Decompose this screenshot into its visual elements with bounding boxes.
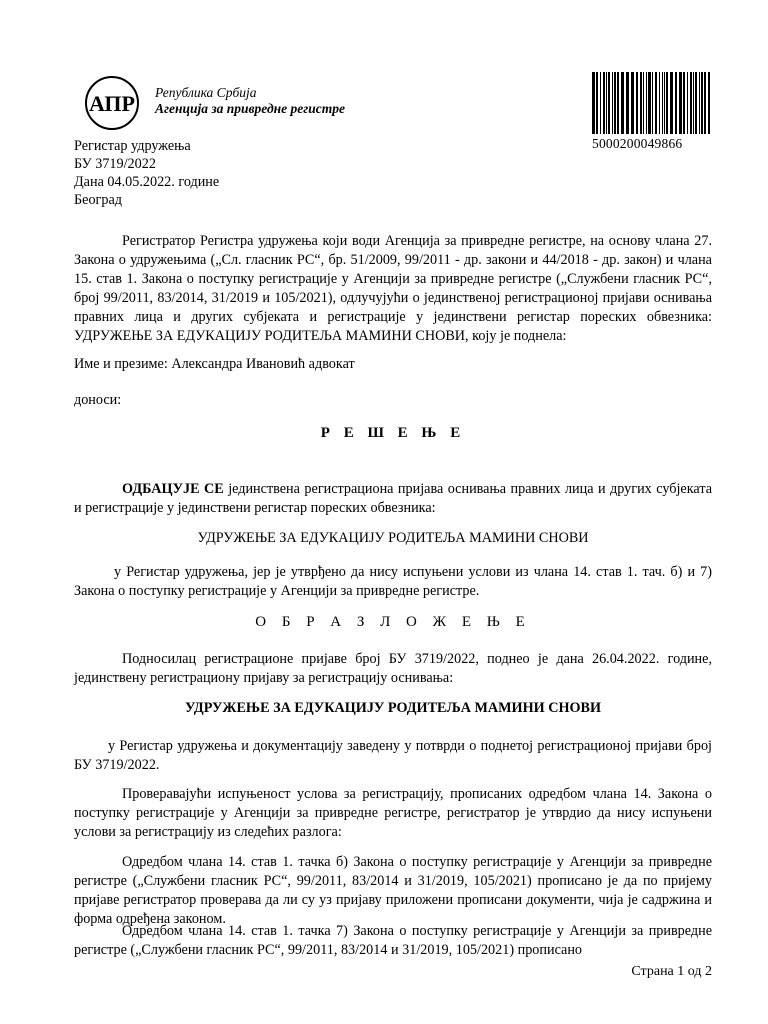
logo-country: Република Србија xyxy=(155,85,257,100)
decision-org-name: УДРУЖЕЊЕ ЗА ЕДУКАЦИЈУ РОДИТЕЉА МАМИНИ СНОВИ xyxy=(197,530,589,546)
barcode-icon xyxy=(592,72,710,134)
document-date: Дана 04.05.2022. године xyxy=(74,174,220,190)
explanation-p3: Проверавајући испуњеност услова за регистрацију, прописаних одредбом члана 14. Закона о поступку регистрације у Агенцији за привредне регистре, регистратор је утврдио да нису испуњени услови за регистрацију из следећих разлога: xyxy=(74,786,712,840)
issues-line: доноси: xyxy=(74,392,122,408)
logo-agency-name: Агенција за привредне регистре xyxy=(155,101,345,116)
decision-title: Р Е Ш Е Њ Е xyxy=(320,425,466,441)
document-city: Београд xyxy=(74,192,122,208)
barcode-number: 5000200049866 xyxy=(592,136,683,151)
decision-reason: у Регистар удружења, јер је утврђено да нису испуњени услови из члана 14. став 1. тач. б) и 7) Закона о поступку регистрације у Агенцији за привредне регистре. xyxy=(74,564,712,599)
applicant-line: Име и презиме: Александра Ивановић адвокат xyxy=(74,356,355,372)
explanation-p5: Одредбом члана 14. став 1. тачка 7) Закона о поступку регистрације у Агенцији за привредне регистре („Службени гласник РС“, 99/2011, 83/2014 и 31/2019, 105/2021) прописано xyxy=(74,923,712,958)
explanation-p1: Подносилац регистрационе пријаве број БУ 3719/2022, поднео је дана 26.04.2022. године, јединствену регистрациону пријаву за регистрацију оснивања: xyxy=(74,651,712,686)
document-meta xyxy=(74,137,219,209)
intro-paragraph: Регистратор Регистра удружења који води Агенција за привредне регистре, на основу члана 27. Закона о удружењима („Сл. гласник РС“, бр. 51/2009, 99/2011 - др. закони и 44/2018 - др. закон) и члана 15. став 1. Закона о поступку регистрације у Агенцији за привредне регистре („Службени гласник РС“, број 99/2011, 83/2014, 31/2019 и 105/2021), одлучујући о јединственој регистрационој пријави оснивања правних лица и других субјеката и регистрације у јединствени регистар пореских обвезника: УДРУЖЕЊЕ ЗА ЕДУКАЦИЈУ РОДИТЕЉА МАМИНИ СНОВИ, коју је поднела: xyxy=(74,233,712,344)
page-number: Страна 1 од 2 xyxy=(631,964,712,979)
decision-lead xyxy=(74,480,712,518)
decision-lead-rest: јединствена регистрациона пријава оснивања правних лица и других субјеката и регистрације у јединствени регистар пореских обвезника: xyxy=(74,481,712,516)
agency-logo xyxy=(75,73,350,133)
apr-emblem-icon xyxy=(84,75,140,131)
explanation-title: О Б Р А З Л О Ж Е Њ Е xyxy=(255,614,531,630)
explanation-p4: Одредбом члана 14. став 1. тачка б) Закона о поступку регистрације у Агенцији за привредне регистре („Службени гласник РС“, 99/2011, 83/2014 и 31/2019, 105/2021) прописано је да по пријему пријаве регистратор проверава да ли су уз пријаву приложени прописани документи, чија је садржина и форма одређена законом. xyxy=(74,854,712,927)
explanation-org-name: УДРУЖЕЊЕ ЗА ЕДУКАЦИЈУ РОДИТЕЉА МАМИНИ СНОВИ xyxy=(184,700,602,716)
case-number: БУ 3719/2022 xyxy=(74,156,156,172)
svg-text:АПР: АПР xyxy=(89,91,135,116)
decision-lead-bold: ОДБАЦУЈЕ СЕ xyxy=(122,481,224,497)
explanation-p2: у Регистар удружења и документацију заведену у потврди о поднетој регистрационој пријави број БУ 3719/2022. xyxy=(74,738,712,773)
register-name: Регистар удружења xyxy=(74,138,191,154)
